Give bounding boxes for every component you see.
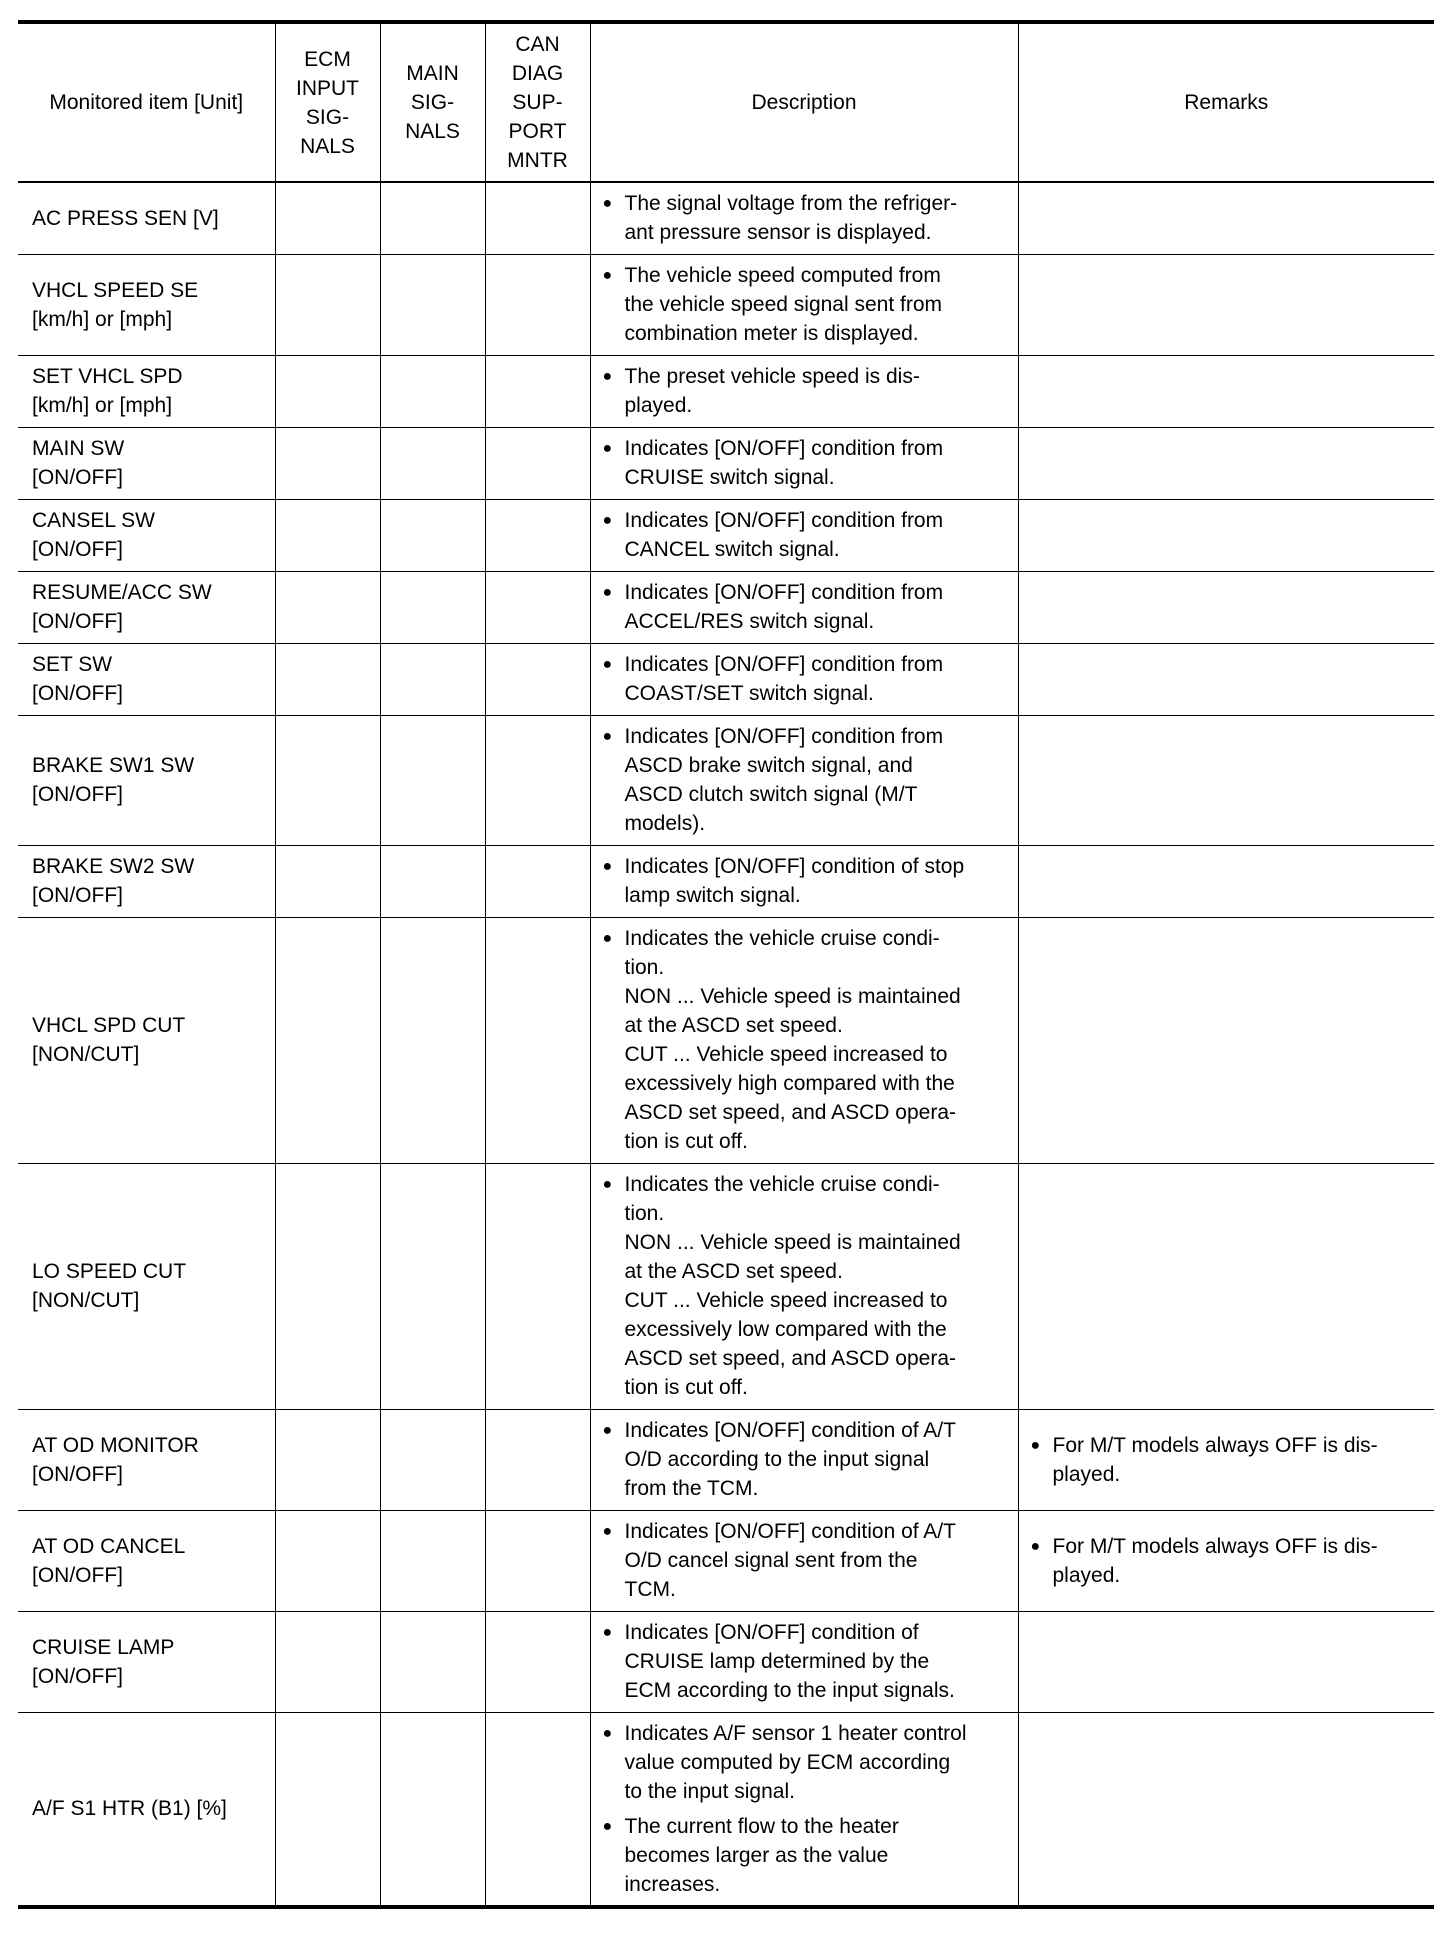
bullet-item	[603, 924, 1010, 1156]
remarks-cell	[1018, 1409, 1434, 1510]
text-line: the vehicle speed signal sent from	[624, 293, 943, 316]
can-diag-support-cell	[485, 182, 590, 254]
bullet-dot-icon: ●	[602, 368, 613, 385]
monitor-item-table	[18, 20, 1434, 1909]
description-cell	[590, 1409, 1018, 1510]
text-line: BRAKE SW1 SW	[32, 754, 195, 777]
description-cell	[590, 1611, 1018, 1712]
text-line: Indicates [ON/OFF] condition of	[624, 1621, 919, 1644]
description-cell	[590, 845, 1018, 917]
bullet-dot-icon: ●	[602, 656, 613, 673]
text-line: [NON/CUT]	[32, 1289, 140, 1312]
bullet-item	[603, 1812, 1010, 1899]
text-line: [km/h] or [mph]	[32, 307, 173, 331]
text-line: played.	[624, 394, 693, 417]
text-line: CUT ... Vehicle speed increased to	[624, 1043, 948, 1066]
text-line: models).	[624, 812, 706, 835]
monitored-item-cell	[18, 254, 275, 355]
monitored-item-cell	[18, 1510, 275, 1611]
text-line: tion.	[624, 1202, 665, 1225]
text-line: Indicates the vehicle cruise condi-	[624, 927, 940, 950]
bullet-item	[603, 506, 1010, 564]
bullet-dot-icon: ●	[602, 195, 613, 213]
table-row	[18, 427, 1434, 499]
bullet-text	[625, 852, 1010, 910]
bullet-text	[1053, 1532, 1427, 1590]
text-line: The vehicle speed computed from	[624, 264, 941, 287]
bullet-text	[625, 1517, 1010, 1604]
main-signals-cell	[380, 715, 485, 845]
main-signals-cell	[380, 1163, 485, 1409]
header-monitored-item: Monitored item [Unit]	[18, 22, 275, 182]
text-line: VHCL SPD CUT	[32, 1014, 186, 1037]
ecm-input-signals-cell	[275, 1712, 380, 1907]
text-line: lamp switch signal.	[624, 884, 801, 907]
main-signals-cell	[380, 1409, 485, 1510]
ecm-input-signals-cell	[275, 427, 380, 499]
description-cell	[590, 1510, 1018, 1611]
bullet-item	[603, 852, 1010, 910]
remarks-cell	[1018, 1510, 1434, 1611]
bullet-text	[625, 1416, 1010, 1503]
ecm-input-signals-cell	[275, 1510, 380, 1611]
text-line: Indicates [ON/OFF] condition from	[624, 437, 944, 460]
table-row	[18, 1409, 1434, 1510]
remarks-cell	[1018, 1163, 1434, 1409]
bullet-text	[625, 722, 1010, 838]
text-line: ASCD set speed, and ASCD opera-	[624, 1101, 957, 1124]
text-line: from the TCM.	[624, 1477, 759, 1500]
text-line: tion is cut off.	[624, 1130, 748, 1153]
remarks-cell	[1018, 499, 1434, 571]
text-line: RESUME/ACC SW	[32, 581, 212, 604]
table-row	[18, 254, 1434, 355]
text-line: CRUISE lamp determined by the	[624, 1650, 930, 1673]
monitored-item-cell	[18, 571, 275, 643]
text-line: COAST/SET switch signal.	[624, 682, 874, 705]
text-line: to the input signal.	[624, 1779, 795, 1803]
text-line: tion.	[624, 956, 665, 979]
can-diag-support-cell	[485, 1163, 590, 1409]
main-signals-cell	[380, 427, 485, 499]
text-line: For M/T models always OFF is dis-	[1052, 1534, 1378, 1558]
text-line: [ON/OFF]	[32, 1563, 123, 1587]
bullet-item	[603, 578, 1010, 636]
remarks-cell	[1018, 845, 1434, 917]
can-diag-support-cell	[485, 845, 590, 917]
can-diag-support-cell	[485, 715, 590, 845]
header-ecm-input-signals: ECM INPUT SIG- NALS	[275, 22, 380, 182]
text-line: ASCD brake switch signal, and	[624, 754, 913, 777]
bullet-dot-icon: ●	[602, 1176, 613, 1193]
text-line: ECM according to the input signals.	[624, 1679, 955, 1702]
description-cell	[590, 571, 1018, 643]
table-row	[18, 499, 1434, 571]
bullet-item	[603, 1517, 1010, 1604]
monitored-item-cell	[18, 355, 275, 427]
table-row	[18, 917, 1434, 1163]
bullet-text	[625, 261, 1010, 348]
ecm-input-signals-cell	[275, 571, 380, 643]
text-line: Indicates [ON/OFF] condition from	[624, 581, 944, 604]
bullet-item	[1031, 1431, 1427, 1489]
can-diag-support-cell	[485, 1712, 590, 1907]
text-line: tion is cut off.	[624, 1376, 748, 1399]
ecm-input-signals-cell	[275, 1611, 380, 1712]
bullet-text	[625, 506, 1010, 564]
description-cell	[590, 917, 1018, 1163]
main-signals-cell	[380, 643, 485, 715]
bullet-item	[603, 1170, 1010, 1402]
text-line: ACCEL/RES switch signal.	[624, 610, 875, 633]
text-line: Indicates [ON/OFF] condition from	[624, 509, 944, 532]
text-line: played.	[1052, 1563, 1121, 1587]
monitored-item-cell	[18, 182, 275, 254]
text-line: O/D according to the input signal	[624, 1448, 930, 1471]
bullet-item	[603, 1618, 1010, 1705]
remarks-cell	[1018, 715, 1434, 845]
monitored-item-cell	[18, 1163, 275, 1409]
text-line: The signal voltage from the refriger-	[624, 192, 958, 216]
text-line: AT OD MONITOR	[32, 1433, 199, 1457]
can-diag-support-cell	[485, 1409, 590, 1510]
description-cell	[590, 427, 1018, 499]
remarks-cell	[1018, 917, 1434, 1163]
main-signals-cell	[380, 1510, 485, 1611]
can-diag-support-cell	[485, 1611, 590, 1712]
remarks-cell	[1018, 571, 1434, 643]
monitored-item-cell	[18, 1409, 275, 1510]
text-line: BRAKE SW2 SW	[32, 855, 195, 878]
text-line: MAIN SW	[32, 437, 125, 460]
bullet-dot-icon: ●	[602, 930, 613, 947]
can-diag-support-cell	[485, 427, 590, 499]
bullet-item	[603, 362, 1010, 420]
remarks-cell	[1018, 355, 1434, 427]
main-signals-cell	[380, 254, 485, 355]
text-line: [ON/OFF]	[32, 538, 123, 561]
can-diag-support-cell	[485, 917, 590, 1163]
bullet-text	[625, 189, 1010, 247]
text-line: excessively low compared with the	[624, 1318, 947, 1341]
description-cell	[590, 254, 1018, 355]
text-line: CANSEL SW	[32, 509, 155, 532]
table-row	[18, 571, 1434, 643]
text-line: CUT ... Vehicle speed increased to	[624, 1289, 948, 1312]
header-row	[18, 22, 1434, 182]
header-remarks: Remarks	[1018, 22, 1434, 182]
monitored-item-cell	[18, 1712, 275, 1907]
bullet-item	[603, 650, 1010, 708]
text-line: SET SW	[32, 653, 113, 676]
text-line: The preset vehicle speed is dis-	[624, 365, 920, 388]
ecm-input-signals-cell	[275, 1409, 380, 1510]
text-line: ASCD clutch switch signal (M/T	[624, 783, 918, 806]
text-line: becomes larger as the value	[624, 1843, 889, 1867]
table-row	[18, 182, 1434, 254]
text-line: Indicates [ON/OFF] condition of stop	[624, 855, 965, 878]
text-line: NON ... Vehicle speed is maintained	[624, 985, 961, 1008]
ecm-input-signals-cell	[275, 917, 380, 1163]
text-line: TCM.	[624, 1578, 676, 1601]
can-diag-support-cell	[485, 254, 590, 355]
text-line: [km/h] or [mph]	[32, 394, 173, 417]
text-line: excessively high compared with the	[624, 1072, 955, 1095]
text-line: [ON/OFF]	[32, 1664, 123, 1688]
text-line: NON ... Vehicle speed is maintained	[624, 1231, 961, 1254]
description-cell	[590, 715, 1018, 845]
bullet-dot-icon: ●	[1030, 1537, 1041, 1555]
main-signals-cell	[380, 499, 485, 571]
header-description: Description	[590, 22, 1018, 182]
bullet-text	[625, 362, 1010, 420]
text-line: Indicates the vehicle cruise condi-	[624, 1173, 940, 1196]
ecm-input-signals-cell	[275, 715, 380, 845]
table-row	[18, 355, 1434, 427]
main-signals-cell	[380, 1712, 485, 1907]
bullet-item	[603, 261, 1010, 348]
bullet-item	[603, 434, 1010, 492]
bullet-item	[603, 722, 1010, 838]
text-line: A/F S1 HTR (B1) [%]	[32, 1797, 227, 1821]
ecm-input-signals-cell	[275, 845, 380, 917]
monitored-item-cell	[18, 917, 275, 1163]
text-line: Indicates [ON/OFF] condition of A/T	[624, 1520, 956, 1543]
text-line: played.	[1052, 1462, 1121, 1486]
bullet-dot-icon: ●	[602, 858, 613, 875]
description-cell	[590, 499, 1018, 571]
description-cell	[590, 355, 1018, 427]
bullet-dot-icon: ●	[602, 267, 613, 284]
can-diag-support-cell	[485, 499, 590, 571]
can-diag-support-cell	[485, 1510, 590, 1611]
bullet-dot-icon: ●	[602, 1422, 613, 1439]
table-row	[18, 1712, 1434, 1907]
ecm-input-signals-cell	[275, 643, 380, 715]
text-line: [ON/OFF]	[32, 1462, 123, 1486]
text-line: VHCL SPEED SE	[32, 278, 199, 302]
table-row	[18, 845, 1434, 917]
header-main-signals: MAIN SIG- NALS	[380, 22, 485, 182]
remarks-cell	[1018, 1611, 1434, 1712]
bullet-dot-icon: ●	[602, 584, 613, 601]
monitored-item-cell	[18, 643, 275, 715]
text-line: Indicates A/F sensor 1 heater control	[624, 1721, 967, 1745]
text-line: [ON/OFF]	[32, 610, 123, 633]
text-line: ant pressure sensor is displayed.	[624, 221, 932, 245]
text-line: increases.	[624, 1872, 721, 1896]
ecm-input-signals-cell	[275, 254, 380, 355]
text-line: ASCD set speed, and ASCD opera-	[624, 1347, 957, 1370]
ecm-input-signals-cell	[275, 182, 380, 254]
can-diag-support-cell	[485, 643, 590, 715]
main-signals-cell	[380, 917, 485, 1163]
main-signals-cell	[380, 355, 485, 427]
remarks-cell	[1018, 1712, 1434, 1907]
bullet-dot-icon: ●	[602, 1724, 613, 1742]
main-signals-cell	[380, 182, 485, 254]
table-row	[18, 1163, 1434, 1409]
text-line: O/D cancel signal sent from the	[624, 1549, 918, 1572]
remarks-cell	[1018, 182, 1434, 254]
text-line: at the ASCD set speed.	[624, 1014, 843, 1037]
header-can-diag-support-mntr: CAN DIAG SUP- PORT MNTR	[485, 22, 590, 182]
bullet-dot-icon: ●	[1030, 1436, 1041, 1454]
bullet-text	[625, 1618, 1010, 1705]
can-diag-support-cell	[485, 355, 590, 427]
remarks-cell	[1018, 427, 1434, 499]
bullet-text	[625, 1719, 1010, 1806]
text-line: [ON/OFF]	[32, 682, 123, 705]
bullet-item	[603, 1719, 1010, 1806]
bullet-dot-icon: ●	[602, 1523, 613, 1540]
text-line: value computed by ECM according	[624, 1750, 951, 1774]
text-line: Indicates [ON/OFF] condition of A/T	[624, 1419, 956, 1442]
bullet-item	[1031, 1532, 1427, 1590]
text-line: SET VHCL SPD	[32, 365, 183, 388]
ecm-input-signals-cell	[275, 355, 380, 427]
table-row	[18, 715, 1434, 845]
text-line: For M/T models always OFF is dis-	[1052, 1433, 1378, 1457]
bullet-text	[625, 1812, 1010, 1899]
description-cell	[590, 1712, 1018, 1907]
ecm-input-signals-cell	[275, 1163, 380, 1409]
monitored-item-cell	[18, 1611, 275, 1712]
bullet-text	[625, 650, 1010, 708]
bullet-item	[603, 1416, 1010, 1503]
bullet-dot-icon: ●	[602, 1624, 613, 1641]
monitored-item-cell	[18, 499, 275, 571]
main-signals-cell	[380, 571, 485, 643]
description-cell	[590, 182, 1018, 254]
text-line: CRUISE LAMP	[32, 1635, 175, 1659]
bullet-text	[625, 1170, 1010, 1402]
text-line: [ON/OFF]	[32, 466, 123, 489]
text-line: The current flow to the heater	[624, 1814, 899, 1838]
text-line: AC PRESS SEN [V]	[32, 206, 219, 230]
bullet-dot-icon: ●	[602, 1817, 613, 1835]
text-line: [ON/OFF]	[32, 884, 123, 907]
text-line: Indicates [ON/OFF] condition from	[624, 653, 944, 676]
text-line: at the ASCD set speed.	[624, 1260, 843, 1283]
bullet-dot-icon: ●	[602, 512, 613, 529]
table-row	[18, 1611, 1434, 1712]
text-line: Indicates [ON/OFF] condition from	[624, 725, 944, 748]
bullet-dot-icon: ●	[602, 440, 613, 457]
can-diag-support-cell	[485, 571, 590, 643]
bullet-text	[1053, 1431, 1427, 1489]
monitored-item-cell	[18, 427, 275, 499]
bullet-text	[625, 924, 1010, 1156]
monitored-item-cell	[18, 715, 275, 845]
bullet-text	[625, 434, 1010, 492]
remarks-cell	[1018, 254, 1434, 355]
monitored-item-cell	[18, 845, 275, 917]
text-line: [NON/CUT]	[32, 1043, 140, 1066]
text-line: AT OD CANCEL	[32, 1534, 186, 1558]
text-line: [ON/OFF]	[32, 783, 123, 806]
description-cell	[590, 643, 1018, 715]
text-line: combination meter is displayed.	[624, 322, 919, 345]
text-line: CANCEL switch signal.	[624, 538, 840, 561]
bullet-dot-icon: ●	[602, 728, 613, 745]
bullet-item	[603, 189, 1010, 247]
main-signals-cell	[380, 845, 485, 917]
remarks-cell	[1018, 643, 1434, 715]
table-row	[18, 1510, 1434, 1611]
description-cell	[590, 1163, 1018, 1409]
ecm-input-signals-cell	[275, 499, 380, 571]
text-line: CRUISE switch signal.	[624, 466, 835, 489]
bullet-text	[625, 578, 1010, 636]
table-row	[18, 643, 1434, 715]
main-signals-cell	[380, 1611, 485, 1712]
text-line: LO SPEED CUT	[32, 1260, 187, 1283]
